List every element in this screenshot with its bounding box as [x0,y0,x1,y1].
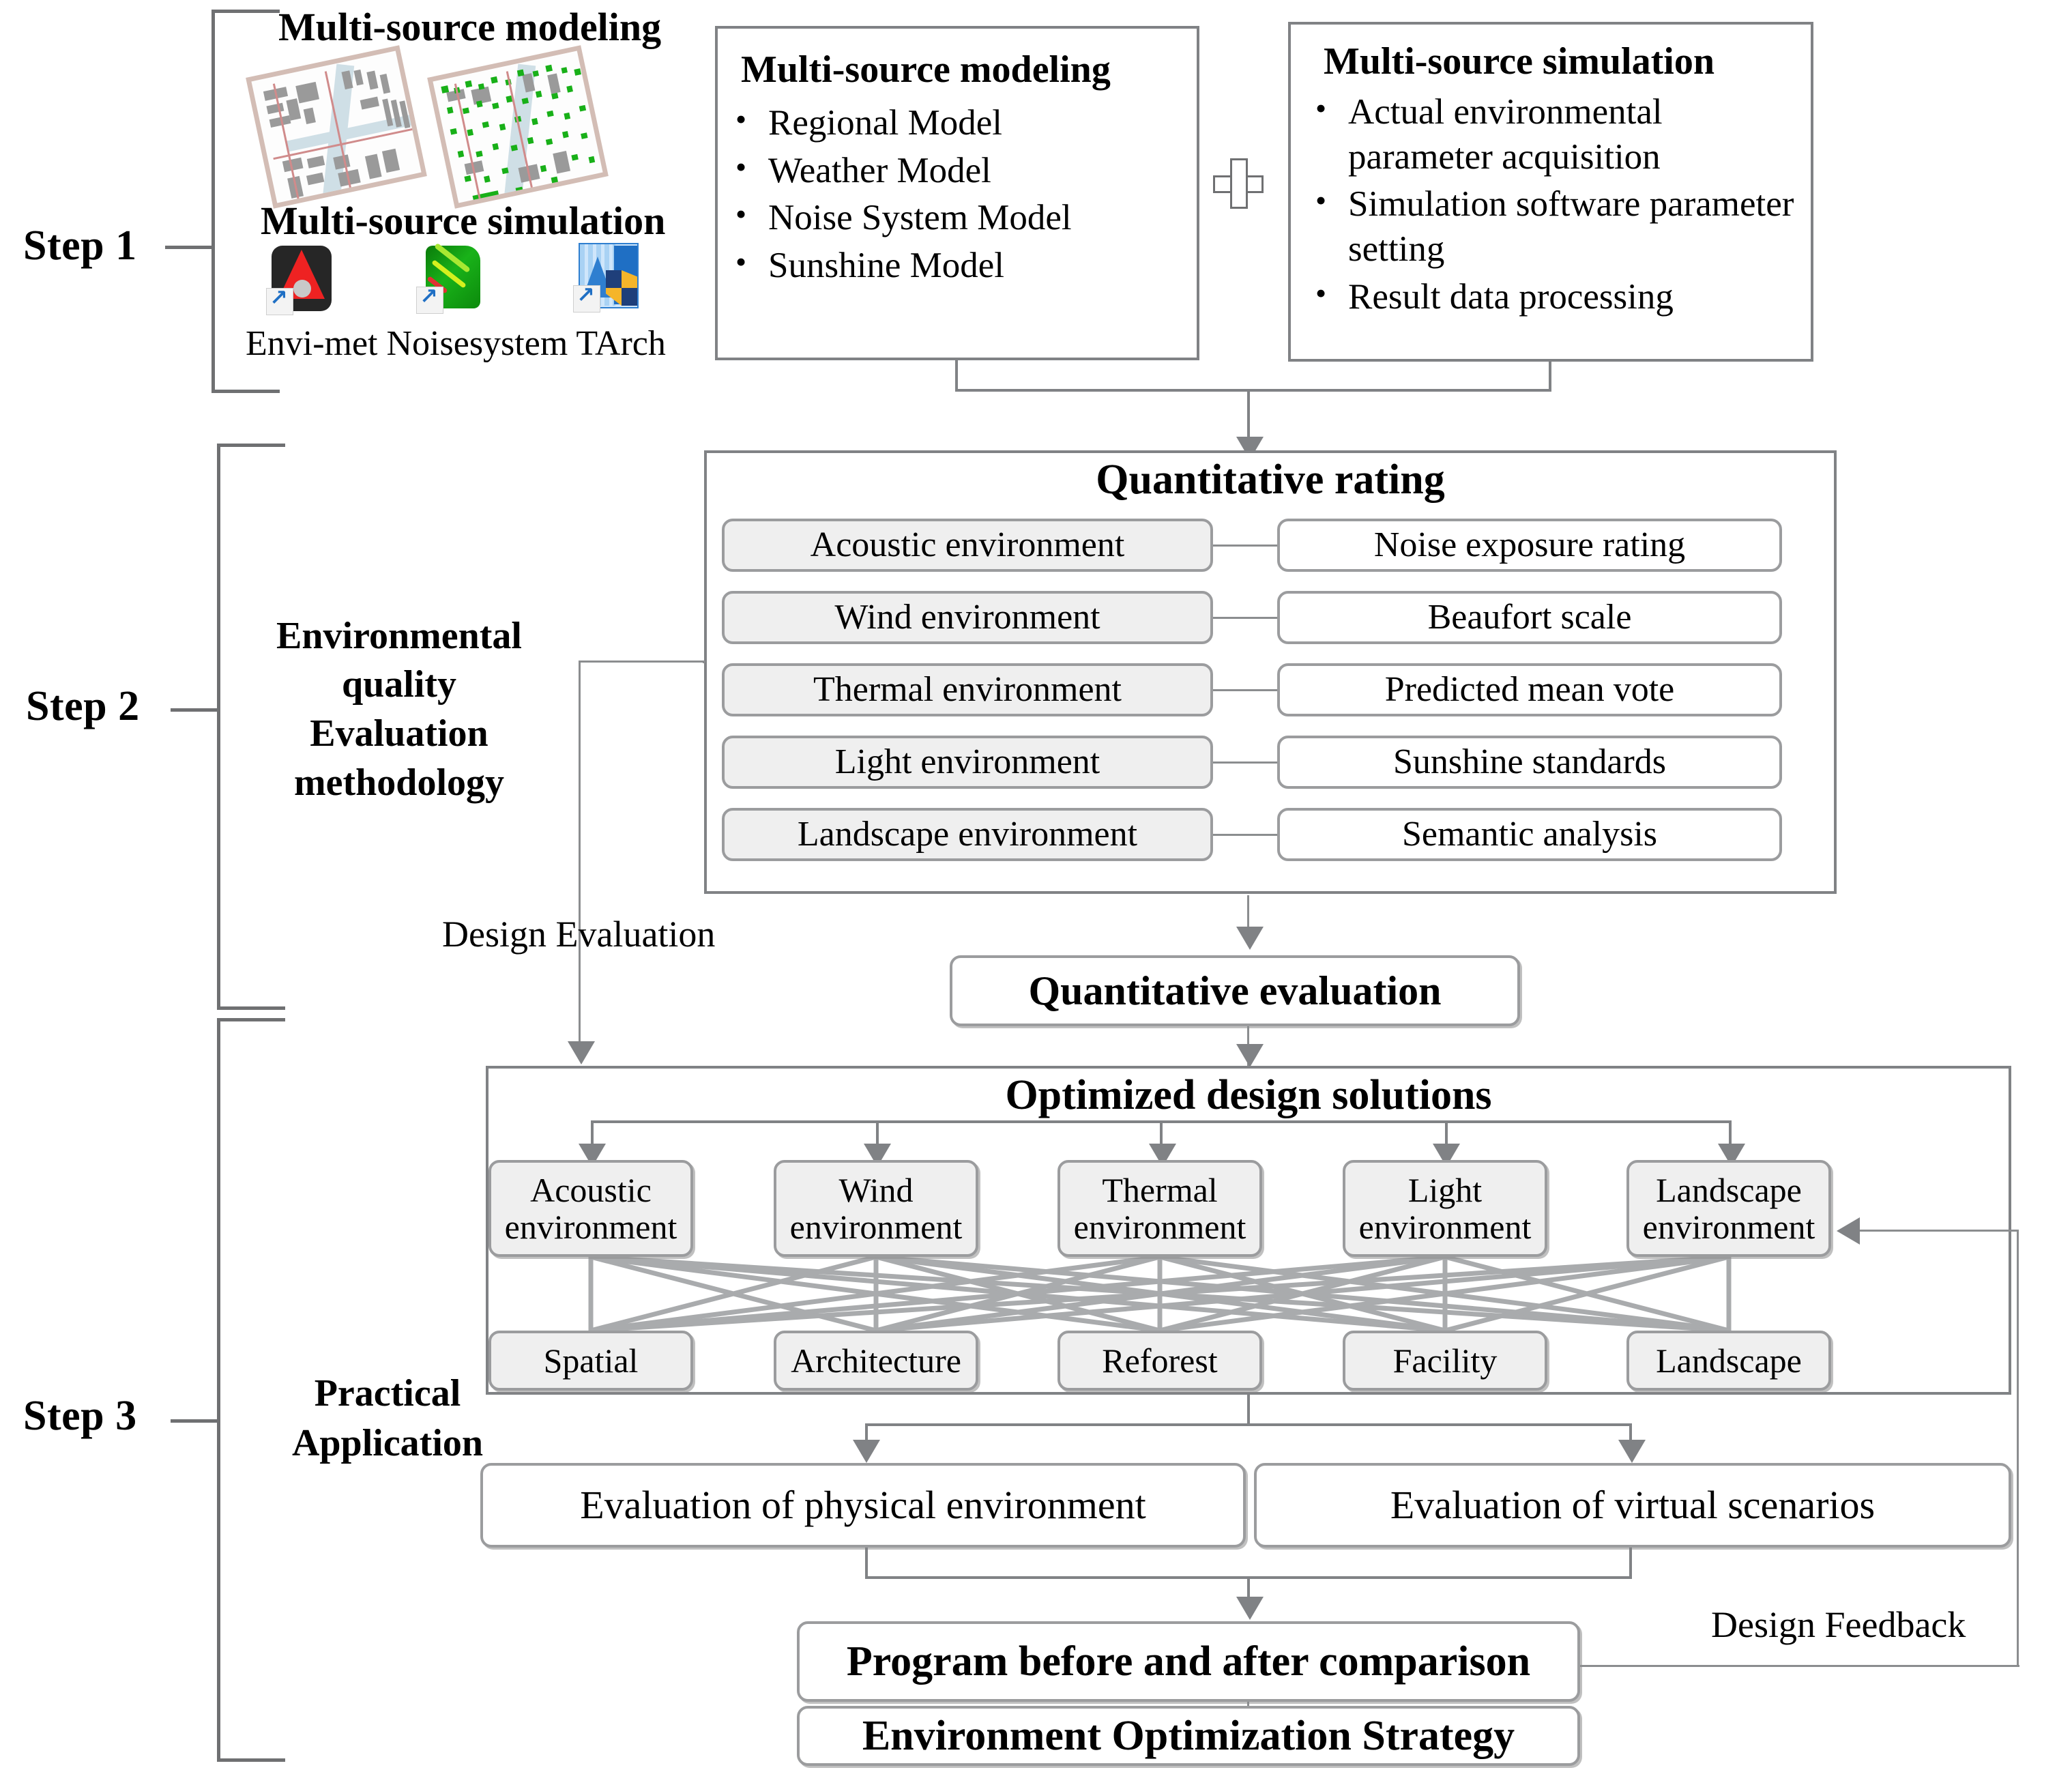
connector-simulation-down [1549,362,1551,391]
strategy-box-label: Spatial [543,1341,639,1380]
step1-bracket-tick [165,246,213,249]
rating-link-2 [1213,689,1279,691]
step2-bracket-tick [171,708,218,712]
step1-simulation-heading: Multi-source simulation [261,199,666,243]
rating-metric-label: Sunshine standards [1392,742,1667,781]
rating-environment-landscape[interactable] [722,808,1213,861]
env-box-light[interactable] [1343,1160,1547,1257]
env-box-line2: environment [1642,1208,1815,1246]
arrow-to-virtual-evaluation [1618,1440,1646,1463]
list-item: • Sunshine Model [768,244,1197,289]
rating-environment-acoustic[interactable] [722,519,1213,572]
quantitative-rating-title: Quantitative rating [1096,456,1445,503]
rating-metric-label: Predicted mean vote [1384,669,1675,709]
strategy-box-label: Facility [1392,1341,1498,1380]
connector-virtual-down [1629,1548,1632,1578]
arrow-to-comparison [1236,1597,1264,1620]
strategy-box-label: Architecture [791,1341,961,1380]
program-comparison-label: Program before and after comparison [846,1638,1531,1685]
rating-metric-sunshine-standards[interactable] [1277,736,1782,789]
step3-side-label-line: Application [291,1422,484,1464]
step3-side-label [265,1361,510,1477]
noisesystem-icon [422,244,482,310]
quantitative-evaluation-box[interactable] [950,955,1520,1026]
connector-evaluation-split [865,1423,1632,1426]
simulation-box-title: Multi-source simulation [1324,40,1714,83]
rating-metric-beaufort-scale[interactable] [1277,591,1782,644]
rating-environment-light[interactable] [722,736,1213,789]
rating-environment-label: Thermal environment [813,669,1122,709]
rating-environment-label: Light environment [834,742,1100,781]
evaluation-label: Evaluation of virtual scenarios [1390,1482,1876,1527]
step2-side-label-line: quality [341,663,457,706]
rating-metric-predicted-mean-vote[interactable] [1277,663,1782,716]
arrow-design-feedback [1837,1217,1860,1245]
step3-bracket-tick [171,1419,218,1423]
environment-optimization-strategy-label: Environment Optimization Strategy [862,1712,1515,1759]
multi-source-simulation-box [1288,22,1813,362]
env-box-landscape[interactable] [1626,1160,1831,1257]
list-item: • Simulation software parameter setting [1348,182,1811,272]
env-box-line1: Wind [838,1171,914,1209]
rating-environment-label: Acoustic environment [810,525,1125,564]
list-item: • Regional Model [768,101,1197,146]
step1-software-caption: Envi-met Noisesystem TArch [246,324,666,363]
list-item: • Result data processing [1348,275,1811,320]
step1-label: Step 1 [23,222,137,269]
step2-side-label-line: methodology [294,761,504,804]
program-comparison-box[interactable] [797,1621,1580,1702]
env-box-line2: environment [789,1208,963,1246]
rating-metric-noise-exposure[interactable] [1277,519,1782,572]
design-evaluation-label: Design Evaluation [442,914,716,955]
connector-physical-down [865,1548,868,1578]
rating-link-4 [1213,834,1279,836]
rating-metric-semantic-analysis[interactable] [1277,808,1782,861]
strategy-box-reforest[interactable] [1057,1331,1262,1391]
list-item: • Actual environmental parameter acquisition [1348,90,1811,179]
rating-link-1 [1213,617,1279,619]
step3-side-label-line: Practical [314,1372,461,1415]
strategy-box-facility[interactable] [1343,1331,1547,1391]
vegetation-model-map-thumbnail [427,45,609,209]
plus-icon [1213,158,1264,209]
env-box-line1: Landscape [1656,1171,1802,1209]
rating-metric-label: Noise exposure rating [1373,525,1686,564]
optimized-design-solutions-title: Optimized design solutions [1005,1071,1492,1118]
env-box-wind[interactable] [774,1160,978,1257]
step2-side-label-line: Environmental [276,614,522,657]
connector-optimized-down [1247,1395,1250,1425]
list-item: • Weather Model [768,149,1197,194]
strategy-box-landscape[interactable] [1626,1331,1831,1391]
connector-merge-down [1247,390,1250,444]
env-box-acoustic[interactable] [488,1160,693,1257]
arrow-to-optimized-solutions [1236,1044,1264,1067]
step3-label: Step 3 [23,1393,137,1439]
arrow-to-physical-evaluation [853,1440,880,1463]
env-box-line2: environment [1073,1208,1246,1246]
env-box-line1: Light [1407,1171,1483,1209]
rating-metric-label: Beaufort scale [1427,597,1632,637]
design-feedback-into-panel [1860,1230,2018,1232]
arrow-to-quantitative-evaluation [1236,927,1264,950]
modeling-box-list [718,101,1197,289]
rating-environment-label: Wind environment [834,597,1100,637]
design-feedback-vertical [2017,1230,2019,1666]
rating-link-3 [1213,761,1279,764]
modeling-box-title: Multi-source modeling [741,48,1111,91]
env-box-line1: Thermal [1102,1171,1218,1209]
strategy-box-spatial[interactable] [488,1331,693,1391]
quantitative-evaluation-label: Quantitative evaluation [1028,968,1442,1013]
simulation-box-list [1291,90,1811,320]
envi-met-icon [272,246,332,311]
step2-side-label [252,600,546,819]
env-box-line1: Acoustic [530,1171,652,1209]
list-item: • Noise System Model [768,196,1197,241]
connector-modeling-down [955,360,958,391]
strategy-box-label: Landscape [1656,1341,1802,1380]
rating-environment-thermal[interactable] [722,663,1213,716]
evaluation-label: Evaluation of physical environment [580,1482,1146,1527]
rating-link-0 [1213,545,1279,547]
env-box-line2: environment [1358,1208,1532,1246]
design-evaluation-horizontal [579,661,705,663]
design-feedback-from-comparison [1580,1665,2019,1667]
evaluation-virtual-scenarios-box[interactable] [1254,1463,2011,1548]
step1-modeling-heading: Multi-source modeling [278,5,662,49]
multi-source-modeling-box [715,26,1199,360]
step2-side-label-line: Evaluation [310,712,488,755]
strategy-box-label: Reforest [1102,1341,1218,1380]
env-box-line2: environment [504,1208,677,1246]
rating-metric-label: Semantic analysis [1401,814,1658,854]
environment-optimization-strategy-box[interactable] [797,1706,1580,1766]
connector-merge-bar [955,389,1551,392]
design-evaluation-vertical [579,661,581,1056]
arrow-design-evaluation [568,1041,595,1064]
design-feedback-label: Design Feedback [1711,1604,1966,1645]
tarch-icon [579,243,639,308]
evaluation-physical-environment-box[interactable] [480,1463,1246,1548]
strategy-box-architecture[interactable] [774,1331,978,1391]
rating-environment-wind[interactable] [722,591,1213,644]
step2-label: Step 2 [26,683,140,729]
env-box-thermal[interactable] [1057,1160,1262,1257]
rating-environment-label: Landscape environment [797,814,1138,854]
